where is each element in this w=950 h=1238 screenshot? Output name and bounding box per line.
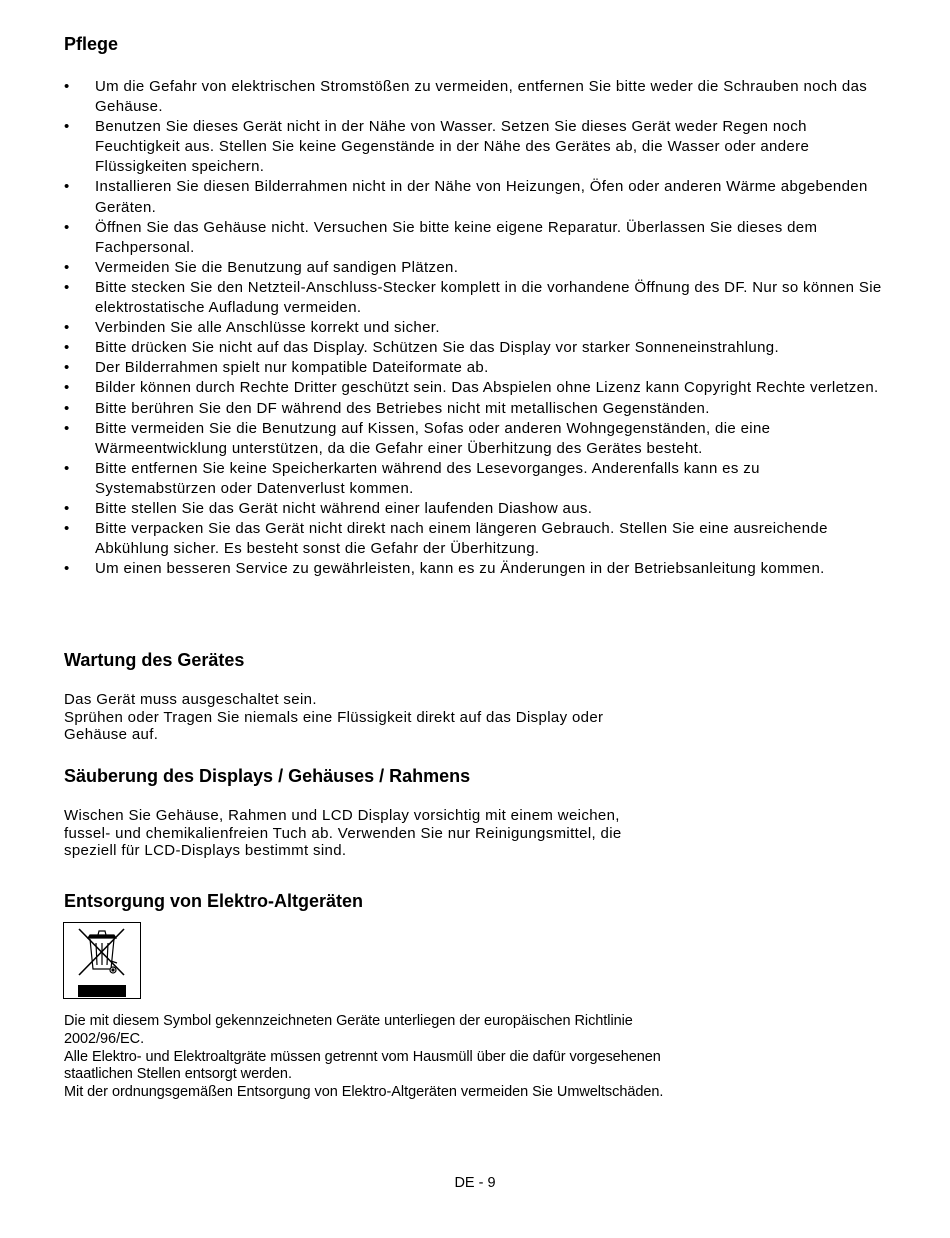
list-item: • Installieren Sie diesen Bilderrahmen nicht in der Nähe von Heizungen, Öfen oder anderen Wärme abgebenden Geräten.: [64, 177, 884, 217]
list-item: • Bitte entfernen Sie keine Speicherkarten während des Lesevorganges. Anderenfalls kann es zu Systemabstürzen oder Datenverlust kommen.: [64, 459, 884, 499]
cleaning-heading: Säuberung des Displays / Gehäuses / Rahmens: [64, 766, 471, 786]
list-item: • Verbinden Sie alle Anschlüsse korrekt und sicher.: [64, 318, 884, 338]
list-item: • Bitte drücken Sie nicht auf das Display. Schützen Sie das Display vor starker Sonneneinstrahlung.: [64, 338, 884, 358]
page-number: DE - 9: [454, 1175, 496, 1191]
list-item: • Bilder können durch Rechte Dritter geschützt sein. Das Abspielen ohne Lizenz kann Copyright Rechte verletzen.: [64, 378, 884, 398]
list-item: • Bitte stecken Sie den Netzteil-Anschluss-Stecker komplett in die vorhandene Öffnung des DF. Nur so können Sie elektrostatische Aufladung vermeiden.: [64, 278, 884, 318]
list-item: • Öffnen Sie das Gehäuse nicht. Versuchen Sie bitte keine eigene Reparatur. Überlassen Sie dieses dem Fachpersonal.: [64, 218, 884, 258]
disposal-line: Die mit diesem Symbol gekennzeichneten Geräte unterliegen der europäischen Richtlinie: [64, 1013, 633, 1029]
maintenance-text: [64, 691, 764, 744]
list-item: • Benutzen Sie dieses Gerät nicht in der Nähe von Wasser. Setzen Sie dieses Gerät weder Regen noch Feuchtigkeit aus. Stellen Sie keine Gegenstände in der Nähe des Gerätes ab, die Wasser oder andere Flüssigkeiten speichern.: [64, 117, 884, 177]
list-item: • Vermeiden Sie die Benutzung auf sandigen Plätzen.: [64, 258, 884, 278]
cleaning-line: speziell für LCD-Displays bestimmt sind.: [64, 842, 347, 859]
care-heading: Pflege: [64, 34, 119, 54]
disposal-heading: Entsorgung von Elektro-Altgeräten: [64, 891, 364, 911]
maintenance-line: Das Gerät muss ausgeschaltet sein.: [64, 691, 317, 708]
disposal-text: [64, 1013, 784, 1102]
list-item: • Bitte stellen Sie das Gerät nicht während einer laufenden Diashow aus.: [64, 499, 884, 519]
list-item: • Bitte berühren Sie den DF während des Betriebes nicht mit metallischen Gegenständen.: [64, 399, 884, 419]
disposal-line: Mit der ordnungsgemäßen Entsorgung von Elektro-Altgeräten vermeiden Sie Umweltschäden.: [64, 1084, 664, 1101]
maintenance-line: Sprühen oder Tragen Sie niemals eine Flüssigkeit direkt auf das Display oder: [64, 708, 604, 726]
disposal-line: 2002/96/EC.: [64, 1030, 145, 1047]
list-item: • Um die Gefahr von elektrischen Stromstößen zu vermeiden, entfernen Sie bitte weder die Schrauben noch das Gehäuse.: [64, 77, 884, 117]
list-item: • Bitte vermeiden Sie die Benutzung auf Kissen, Sofas oder anderen Wohngegenständen, die eine Wärmeentwicklung unterstützen, da die Gefahr einer Überhitzung des Gerätes besteht.: [64, 419, 884, 459]
list-item: • Um einen besseren Service zu gewährleisten, kann es zu Änderungen in der Betriebsanleitung kommen.: [64, 559, 884, 579]
disposal-line: Alle Elektro- und Elektroaltgräte müssen getrennt vom Hausmüll über die dafür vorgesehenen: [64, 1048, 661, 1065]
crossed-out-wheelie-bin-icon: [63, 922, 141, 999]
maintenance-line: Gehäuse auf.: [64, 726, 159, 743]
list-item: • Der Bilderrahmen spielt nur kompatible Dateiformate ab.: [64, 358, 884, 378]
cleaning-line: Wischen Sie Gehäuse, Rahmen und LCD Display vorsichtig mit einem weichen,: [64, 807, 620, 824]
list-item: • Bitte verpacken Sie das Gerät nicht direkt nach einem längeren Gebrauch. Stellen Sie eine ausreichende Abkühlung sicher. Es besteht sonst die Gefahr der Überhitzung.: [64, 519, 884, 559]
disposal-line: staatlichen Stellen entsorgt werden.: [64, 1066, 292, 1083]
maintenance-heading: Wartung des Gerätes: [64, 650, 245, 670]
cleaning-line: fussel- und chemikalienfreien Tuch ab. Verwenden Sie nur Reinigungsmittel, die: [64, 824, 622, 842]
care-list: [64, 77, 884, 579]
cleaning-text: [64, 807, 764, 860]
